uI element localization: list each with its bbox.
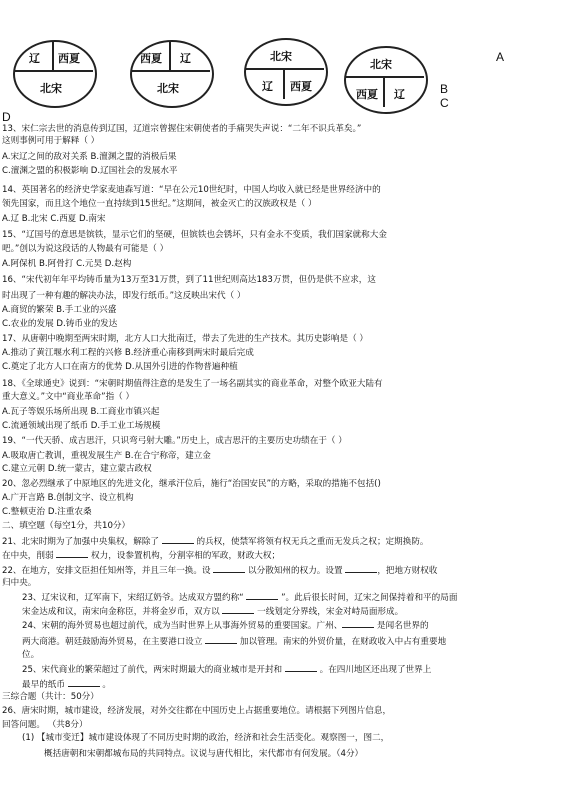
- text-line: [2, 305, 116, 316]
- divider-h-2: [132, 70, 210, 72]
- line-text: 24、宋朝的海外贸易也超过前代，成为当时世界上从事海外贸易的重要国家。广州、: [22, 621, 343, 631]
- answer-blank[interactable]: [162, 535, 194, 544]
- circle2-top-right: 辽: [180, 52, 191, 65]
- line-text: 吧。”创以为说这段话的人物最有可能是（ ）: [2, 244, 169, 254]
- text-line: [2, 407, 159, 418]
- line-text: 宋金达成和议，南宋向金称臣，并将金岁币，双方以: [22, 607, 223, 617]
- text-line: [2, 464, 152, 475]
- text-line: [2, 362, 238, 373]
- line-text: 概括唐朝和宋朝都城布局的共同特点。议说与唐代相比，宋代都市有何发展。（4分）: [44, 749, 364, 759]
- line-text: 三综合题（共计：50分）: [2, 692, 99, 702]
- line-text: 以分散知州的权力。设置: [245, 566, 346, 576]
- text-line: [22, 635, 446, 648]
- answer-blank[interactable]: [68, 678, 100, 687]
- line-text: A.商贸的繁荣 B.手工业的兴盛: [2, 305, 117, 315]
- text-line: [22, 663, 431, 676]
- line-text: A.广开言路 B.创制文字、设立机构: [2, 493, 134, 503]
- text-line: [2, 275, 376, 286]
- line-text: C.整顿吏治 D.注重农桑: [2, 507, 92, 517]
- line-text: 26、唐宋时期，城市建设，经济发展，对外交往都在中国历史上占据重要地位。请根据下列图片信息，: [2, 706, 392, 716]
- line-text: C.流通领域出现了纸币 D.手工业工场规模: [2, 421, 161, 431]
- line-text: 位。: [22, 650, 40, 660]
- text-line: [22, 591, 457, 604]
- text-line: [2, 185, 381, 196]
- answer-blank[interactable]: [285, 663, 317, 672]
- circle4-bottom-right: 辽: [394, 88, 405, 101]
- text-line: [2, 507, 92, 518]
- circle1-top-right: 西夏: [58, 52, 80, 65]
- line-text: A.吸取唐亡教训，重视发展生产 B.在合宁称帝，建立金: [2, 451, 211, 461]
- line-text: 13、宋仁宗去世的消息传到辽国，辽道宗曾握住宋朝使者的手痛哭失声说：“二年不识兵革矣。”: [2, 124, 362, 134]
- line-text: 二、填空题（每空1分，共10分）: [2, 521, 131, 531]
- text-line: [2, 578, 36, 589]
- text-line: [2, 535, 429, 548]
- text-line: [2, 348, 254, 359]
- line-text: 22、在地方，安排文臣担任知州等，并且三年一换。设: [2, 566, 214, 576]
- answer-blank[interactable]: [345, 564, 377, 573]
- circle3-bottom-right: 西夏: [290, 80, 312, 93]
- text-line: [2, 124, 361, 135]
- line-text: C.奠定了北方人口在南方的优势 D.从国外引进的作物普遍种植: [2, 362, 238, 372]
- divider-h-1: [15, 70, 93, 72]
- answer-blank[interactable]: [246, 591, 278, 600]
- line-text: C.澶渊之盟的积极影响 D.辽国社会的发展水平: [2, 166, 178, 176]
- option-label-c: C: [440, 96, 449, 110]
- text-line: [2, 244, 168, 255]
- text-line: [2, 199, 317, 210]
- line-text: 。: [99, 680, 112, 690]
- text-line: [2, 564, 438, 577]
- option-label-d: D: [2, 110, 11, 124]
- line-text: C.农业的发展 D.铸币业的发达: [2, 319, 118, 329]
- text-line: [2, 214, 106, 225]
- line-text: 加以管理。南宋的外贸价量，在财政收入中占有重要地: [237, 637, 447, 647]
- line-text: A.宋辽之间的敌对关系 B.澶渊之盟的消极后果: [2, 152, 177, 162]
- text-line: [22, 605, 403, 618]
- line-text: A.辽 B.北宋 C.西夏 D.南宋: [2, 214, 106, 224]
- text-line: [2, 166, 178, 177]
- line-text: 权力，设参置机构，分割宰相的军政，财政大权；: [88, 551, 281, 561]
- text-line: [22, 733, 389, 744]
- line-text: 18、《全球通史》说到：“宋朝时期值得注意的是发生了一场名副其实的商业革命，对整个欧亚大陆有: [2, 379, 383, 389]
- line-text: 15、“辽国号的意思是镔铁，显示它们的坚硬，但镔铁也会锈坏，只有金永不变质，我们国家就称大金: [2, 230, 387, 240]
- circle3-bottom-left: 辽: [262, 80, 273, 93]
- text-line: [2, 259, 131, 270]
- line-text: A.阿保机 B.阿骨打 C.元昊 D.赵构: [2, 259, 132, 269]
- text-line: [2, 436, 347, 447]
- text-line: [2, 421, 160, 432]
- line-text: 这则事例可用于解释（ ）: [2, 136, 100, 146]
- answer-blank[interactable]: [222, 605, 254, 614]
- circle1-top-left: 辽: [29, 52, 40, 65]
- line-text: (1) 【城市变迁】城市建设体现了不同历史时期的政治，经济和社会生活变化。观察图一，图二，: [22, 733, 390, 743]
- option-label-b: B: [440, 82, 449, 96]
- circle4-bottom-left: 西夏: [356, 88, 378, 101]
- text-line: [22, 678, 111, 691]
- line-text: 21、北宋时期为了加强中央集权，解除了: [2, 537, 162, 547]
- text-line: [2, 479, 381, 490]
- circle3-top: 北宋: [270, 50, 292, 63]
- text-line: [2, 152, 177, 163]
- line-text: 两大商港。朝廷鼓励海外贸易，在主要港口设立: [22, 637, 206, 647]
- line-text: ”。此后很长时间，辽宋之间保持着和平的局面: [278, 593, 458, 603]
- text-line: [2, 230, 387, 241]
- line-text: 重大意义。”文中“商业革命”指（ ）: [2, 392, 135, 402]
- text-line: [2, 549, 280, 562]
- line-text: 的兵权，使禁军将领有权无兵之重而无发兵之权；定期换防。: [193, 537, 429, 547]
- circle2-bottom: 北宋: [157, 82, 179, 95]
- line-text: 14、英国著名的经济史学家麦迪森写道：“早在公元10世纪时，中国人均收入就已经是世界经济中的: [2, 185, 381, 195]
- answer-blank[interactable]: [56, 549, 88, 558]
- line-text: ，把地方财权收: [377, 566, 438, 576]
- answer-blank[interactable]: [342, 619, 374, 628]
- text-line: [2, 392, 134, 403]
- option-label-a: A: [496, 50, 505, 64]
- line-text: 25、宋代商业的繁荣超过了前代，两宋时期最大的商业城市是开封和: [22, 665, 285, 675]
- line-text: 回答问题。 （共8分）: [2, 720, 88, 730]
- territory-circle-1: [13, 40, 97, 108]
- text-line: [22, 650, 39, 661]
- line-text: A.瓦子等娱乐场所出现 B.工商业市镇兴起: [2, 407, 160, 417]
- line-text: 17、从唐朝中晚期至两宋时期，北方人口大批南迁，带去了先进的生产技术。其历史影响是（ ）: [2, 334, 369, 344]
- divider-v-3: [283, 69, 285, 99]
- divider-v-2: [169, 42, 171, 71]
- text-line: [2, 451, 211, 462]
- line-text: A.推动了黄江堰水利工程的兴修 B.经济重心南移到两宋时最后完成: [2, 348, 254, 358]
- line-text: 领先国家，而且这个地位一直持续到15世纪。”这期间，被金灭亡的汉族政权是（ ）: [2, 199, 317, 209]
- line-text: 归中央。: [2, 578, 37, 588]
- text-line: [2, 493, 134, 504]
- circle4-top: 北宋: [370, 58, 392, 71]
- divider-v-1: [52, 42, 54, 71]
- text-line: [2, 334, 368, 345]
- line-text: 16、“宋代初年年平均铸币量为13万至31万贯，到了11世纪则高达183万贯，但仍是供不应求，这: [2, 275, 376, 285]
- line-text: 时出现了一种有趣的解决办法，即发行纸币。”这反映出宋代（ ）: [2, 291, 246, 301]
- text-line: [2, 720, 88, 731]
- text-line: [44, 749, 363, 760]
- line-text: 最早的纸币: [22, 680, 68, 690]
- line-text: 20、忽必烈继承了中原地区的先进文化，继承汗位后，施行“治国安民”的方略，采取的措施不包括(): [2, 479, 381, 489]
- line-text: 是闻名世界的: [374, 621, 429, 631]
- text-line: [2, 291, 246, 302]
- circle1-bottom: 北宋: [40, 82, 62, 95]
- line-text: 。在四川地区还出现了世界上: [316, 665, 432, 675]
- text-line: [2, 521, 130, 532]
- answer-blank[interactable]: [213, 564, 245, 573]
- line-text: 19、“一代天骄、成吉思汗，只识弯弓射大雕。”历史上，成吉思汗的主要历史功绩在于（ ）: [2, 436, 347, 446]
- text-line: [2, 706, 391, 717]
- divider-v-4: [383, 77, 385, 107]
- divider-h-3: [246, 68, 324, 70]
- text-line: [2, 379, 383, 390]
- divider-h-4: [346, 76, 424, 78]
- text-line: [22, 619, 429, 632]
- text-line: [2, 692, 99, 703]
- line-text: 在中央，削弱: [2, 551, 57, 561]
- line-text: 23、辽宋议和，辽军南下，宋绍辽奶爷。达成双方盟约称“: [22, 593, 247, 603]
- line-text: C.建立元朝 D.统一蒙古，建立蒙古政权: [2, 464, 152, 474]
- text-line: [2, 136, 99, 147]
- text-line: [2, 319, 117, 330]
- answer-blank[interactable]: [205, 635, 237, 644]
- circle2-top-left: 西夏: [140, 52, 162, 65]
- line-text: 一线划定分界线，宋金对峙局面形成。: [254, 607, 404, 617]
